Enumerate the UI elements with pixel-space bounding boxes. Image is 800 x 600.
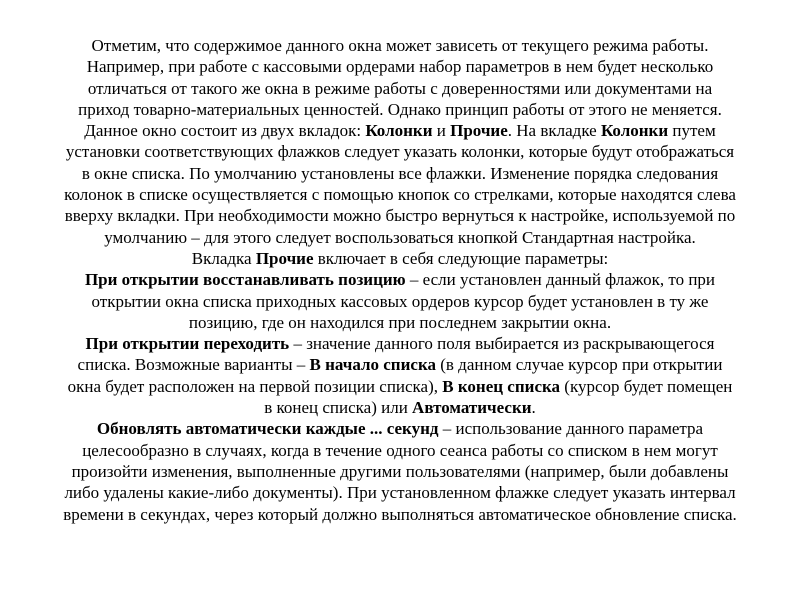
bold-text-segment: Колонки xyxy=(600,121,669,141)
text-segment: времени в секундах, через который должно выполняться автоматическое обновление списка. xyxy=(63,504,737,524)
text-segment: – использование данного параметра xyxy=(438,419,704,439)
bold-text-segment: Прочие xyxy=(450,121,508,141)
text-segment: позицию, где он находился при последнем закрытии окна. xyxy=(188,312,612,332)
text-line xyxy=(37,504,763,525)
text-segment: окна будет расположен на первой позиции списка), xyxy=(67,376,443,396)
slide-text-block xyxy=(37,0,763,525)
text-segment: умолчанию – для этого следует воспользоваться кнопкой Стандартная настройка. xyxy=(104,227,696,247)
text-line xyxy=(37,354,763,375)
text-segment: Вкладка xyxy=(191,248,256,268)
text-segment: отличаться от такого же окна в режиме работы с доверенностями или документами на xyxy=(87,78,713,98)
text-line xyxy=(37,376,763,397)
text-line xyxy=(37,440,763,461)
text-segment: списка. Возможные варианты – xyxy=(77,355,310,375)
text-line xyxy=(37,333,763,354)
text-segment: (в данном случае курсор при открытии xyxy=(435,355,723,375)
text-line xyxy=(37,397,763,418)
text-line xyxy=(37,461,763,482)
text-line xyxy=(37,56,763,77)
bold-text-segment: Автоматически xyxy=(412,398,532,418)
bold-text-segment: Обновлять автоматически каждые ... секунд xyxy=(96,419,439,439)
text-line xyxy=(37,184,763,205)
text-segment: либо удалены какие-либо документы). При установленном флажке следует указать интервал xyxy=(64,483,736,503)
bold-text-segment: Колонки xyxy=(365,121,433,141)
text-segment: Данное окно состоит из двух вкладок: xyxy=(84,121,366,141)
text-line xyxy=(37,78,763,99)
text-line xyxy=(37,312,763,333)
text-segment: вверху вкладки. При необходимости можно быстро вернуться к настройке, используемой по xyxy=(64,206,736,226)
text-line xyxy=(37,482,763,503)
text-segment: включает в себя следующие параметры: xyxy=(313,248,609,268)
text-line xyxy=(37,120,763,141)
bold-text-segment: В начало списка xyxy=(309,355,436,375)
text-segment: установки соответствующих флажков следует указать колонки, которые будут отображаться xyxy=(65,142,735,162)
text-segment: и xyxy=(432,121,451,141)
text-line xyxy=(37,248,763,269)
bold-text-segment: При открытии переходить xyxy=(85,334,290,354)
text-segment: колонок в списке осуществляется с помощью кнопок со стрелками, которые находятся слева xyxy=(64,185,736,205)
text-segment: Например, при работе с кассовыми ордерами набор параметров в нем будет несколько xyxy=(86,57,714,77)
text-line xyxy=(37,99,763,120)
text-segment: приход товарно-материальных ценностей. Однако принцип работы от этого не меняется. xyxy=(78,99,722,119)
text-segment: в конец списка) или xyxy=(264,398,413,418)
text-line xyxy=(37,227,763,248)
text-segment: – если установлен данный флажок, то при xyxy=(405,270,716,290)
text-segment: путем xyxy=(668,121,716,141)
text-segment: произойти изменения, выполненные другими пользователями (например, были добавлены xyxy=(71,461,729,481)
text-segment: – значение данного поля выбирается из раскрывающегося xyxy=(289,334,715,354)
text-line xyxy=(37,35,763,56)
text-line xyxy=(37,205,763,226)
bold-text-segment: Прочие xyxy=(255,248,314,268)
text-segment: Отметим, что содержимое данного окна может зависеть от текущего режима работы. xyxy=(91,36,709,55)
text-segment: (курсор будет помещен xyxy=(560,376,733,396)
bold-text-segment: В конец списка xyxy=(442,376,561,396)
text-line xyxy=(37,418,763,439)
text-line xyxy=(37,141,763,162)
bold-text-segment: При открытии восстанавливать позицию xyxy=(84,270,406,290)
text-segment: в окне списка. По умолчанию установлены все флажки. Изменение порядка следования xyxy=(81,163,719,183)
text-line xyxy=(37,291,763,312)
text-line xyxy=(37,163,763,184)
text-segment: целесообразно в случаях, когда в течение одного сеанса работы со списком в нем могут xyxy=(82,440,718,460)
text-line xyxy=(37,269,763,290)
text-segment: . На вкладке xyxy=(507,121,601,141)
text-segment: . xyxy=(531,398,536,418)
text-segment: открытии окна списка приходных кассовых ордеров курсор будет установлен в ту же xyxy=(91,291,709,311)
